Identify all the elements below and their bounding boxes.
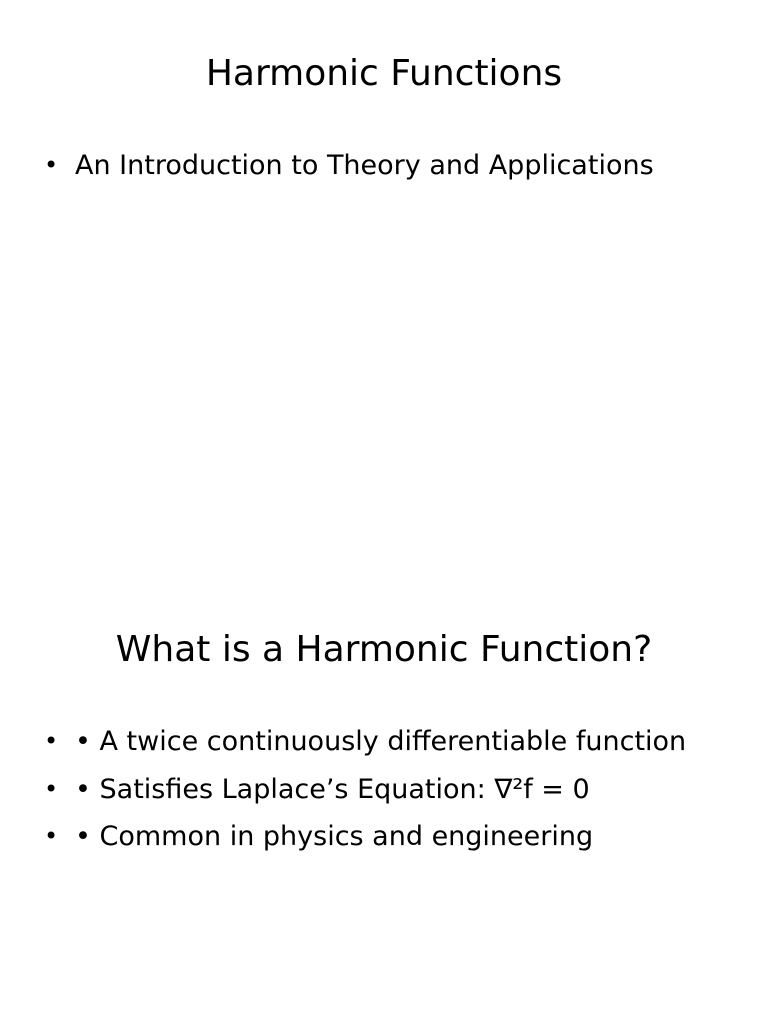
bullet-list bbox=[44, 142, 744, 190]
bullet-marker: • bbox=[44, 727, 59, 755]
bullet-item bbox=[44, 718, 744, 766]
bullet-text: • Common in physics and engineering bbox=[75, 821, 594, 852]
slide-title: What is a Harmonic Function? bbox=[115, 629, 653, 670]
bullet-list bbox=[44, 718, 744, 861]
bullet-text: • A twice continuously differentiable function bbox=[75, 726, 687, 757]
slide-2 bbox=[0, 576, 768, 1024]
bullet-text: An Introduction to Theory and Applications bbox=[75, 150, 654, 181]
bullet-marker: • bbox=[44, 822, 59, 850]
slide-title: Harmonic Functions bbox=[205, 53, 563, 94]
bullet-item bbox=[44, 142, 744, 190]
bullet-marker: • bbox=[44, 151, 59, 179]
bullet-item bbox=[44, 813, 744, 861]
bullet-item bbox=[44, 766, 744, 814]
bullet-marker: • bbox=[44, 774, 59, 803]
bullet-text: • Satisfies Laplace’s Equation: ∇²f = 0 bbox=[75, 773, 590, 805]
